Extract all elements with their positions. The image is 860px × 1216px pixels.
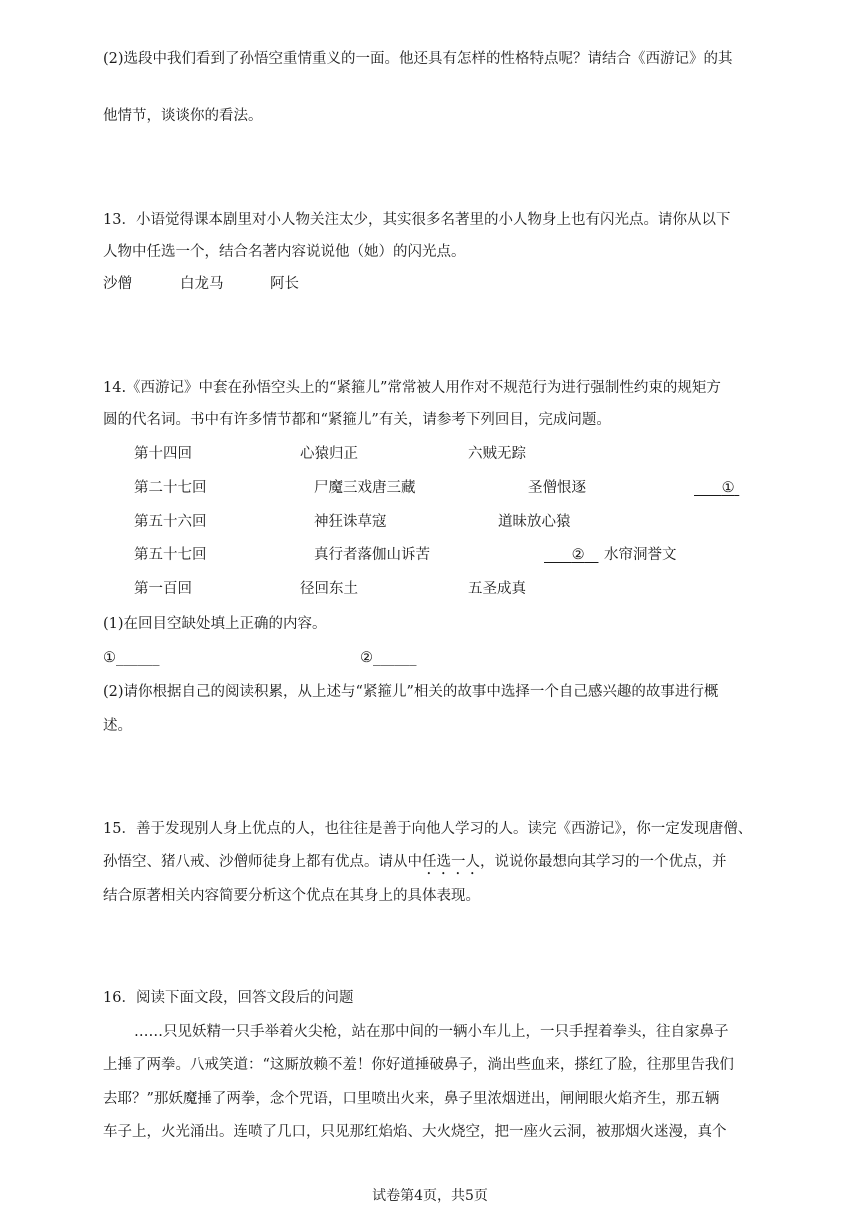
q14-sub1: (1)在回目空缺处填上正确的内容。 <box>103 616 327 632</box>
page-footer: 试卷第4页，共5页 <box>372 1188 488 1204</box>
chapter-title-a: 神狂诛草寇 <box>314 514 387 530</box>
q13-option-bailongma: 白龙马 <box>180 276 224 292</box>
blank-marker-2: ② <box>571 547 585 563</box>
q14-sub2-line2: 述。 <box>103 718 132 734</box>
q15-line3: 结合原著相关内容简要分析这个优点在其身上的具体表现。 <box>103 888 480 904</box>
q16-line1: 16．阅读下面文段，回答文段后的问题 <box>103 990 354 1006</box>
blank-marker-1: ① <box>721 480 735 496</box>
q15-emphasis: 任选一人 <box>422 854 480 870</box>
chapter-title-b: 圣僧恨逐 <box>528 480 586 496</box>
q13-option-achang: 阿长 <box>270 276 299 292</box>
q14-line2: 圆的代名词。书中有许多情节都和“紧箍儿”有关，请参考下列回目，完成问题。 <box>103 412 611 428</box>
chapter-title-b: 六贼无踪 <box>468 446 526 462</box>
q13-option-shaseng: 沙僧 <box>103 276 132 292</box>
q15-line2-pre: 孙悟空、猪八戒、沙僧师徒身上都有优点。请从中 <box>103 854 422 870</box>
chapter-num: 第五十六回 <box>134 514 207 530</box>
q15-line2 <box>103 852 727 878</box>
q12-2-line2: 他情节，谈谈你的看法。 <box>103 108 263 124</box>
q16-passage-line2: 上捶了两拳。八戒笑道：“这厮放赖不羞！你好道捶破鼻子，淌出些血来，搽红了脸，往那里告我们 <box>103 1057 734 1073</box>
q15-line2-post: ，说说你最想向其学习的一个优点，并 <box>480 854 727 870</box>
chapter-title-a: 尸魔三戏唐三藏 <box>314 480 416 496</box>
q16-passage-line4: 车子上，火光涌出。连喷了几口，只见那红焰焰、大火烧空，把一座火云洞，被那烟火迷漫，真个 <box>103 1124 727 1140</box>
chapter-title-a: 真行者落伽山诉苦 <box>314 547 430 563</box>
chapter-title-a: 心猿归正 <box>300 446 358 462</box>
chapter-title-a: 径回东土 <box>300 581 358 597</box>
chapter-num: 第五十七回 <box>134 547 207 563</box>
chapter-title-b: 五圣成真 <box>468 581 526 597</box>
q14-sub2-line1: (2)请你根据自己的阅读积累，从上述与“紧箍儿”相关的故事中选择一个自己感兴趣的故事进行概 <box>103 684 719 700</box>
q16-passage-line3: 去耶？”那妖魔捶了两拳，念个咒语，口里喷出火来，鼻子里浓烟迸出，闸闸眼火焰齐生，那五辆 <box>103 1091 720 1107</box>
q13-line2: 人物中任选一个，结合名著内容说说他（她）的闪光点。 <box>103 244 466 260</box>
q14-fill-1[interactable]: ①______ <box>103 650 160 666</box>
q12-2-line1: (2)选段中我们看到了孙悟空重情重义的一面。他还具有怎样的性格特点呢？请结合《西游记》的其 <box>103 51 733 67</box>
chapter-title-b: 水帘洞誉文 <box>604 547 677 563</box>
chapter-blank-1[interactable] <box>694 478 739 498</box>
chapter-num: 第十四回 <box>134 446 192 462</box>
chapter-num: 第一百回 <box>134 581 192 597</box>
q14-fill-2[interactable]: ②______ <box>360 650 417 666</box>
q13-line1: 13．小语觉得课本剧里对小人物关注太少，其实很多名著里的小人物身上也有闪光点。请你从以下 <box>103 212 731 228</box>
q16-passage-line1: ……只见妖精一只手举着火尖枪，站在那中间的一辆小车儿上，一只手捏着拳头，往自家鼻子 <box>134 1024 729 1040</box>
chapter-title-b: 道昧放心猿 <box>498 514 571 530</box>
q15-line1: 15．善于发现别人身上优点的人，也往往是善于向他人学习的人。读完《西游记》，你一定发现唐僧、 <box>103 821 753 837</box>
chapter-blank-2[interactable] <box>544 545 598 565</box>
q14-line1: 14.《西游记》中套在孙悟空头上的“紧箍儿”常常被人用作对不规范行为进行强制性约束的规矩方 <box>103 380 721 396</box>
chapter-num: 第二十七回 <box>134 480 207 496</box>
